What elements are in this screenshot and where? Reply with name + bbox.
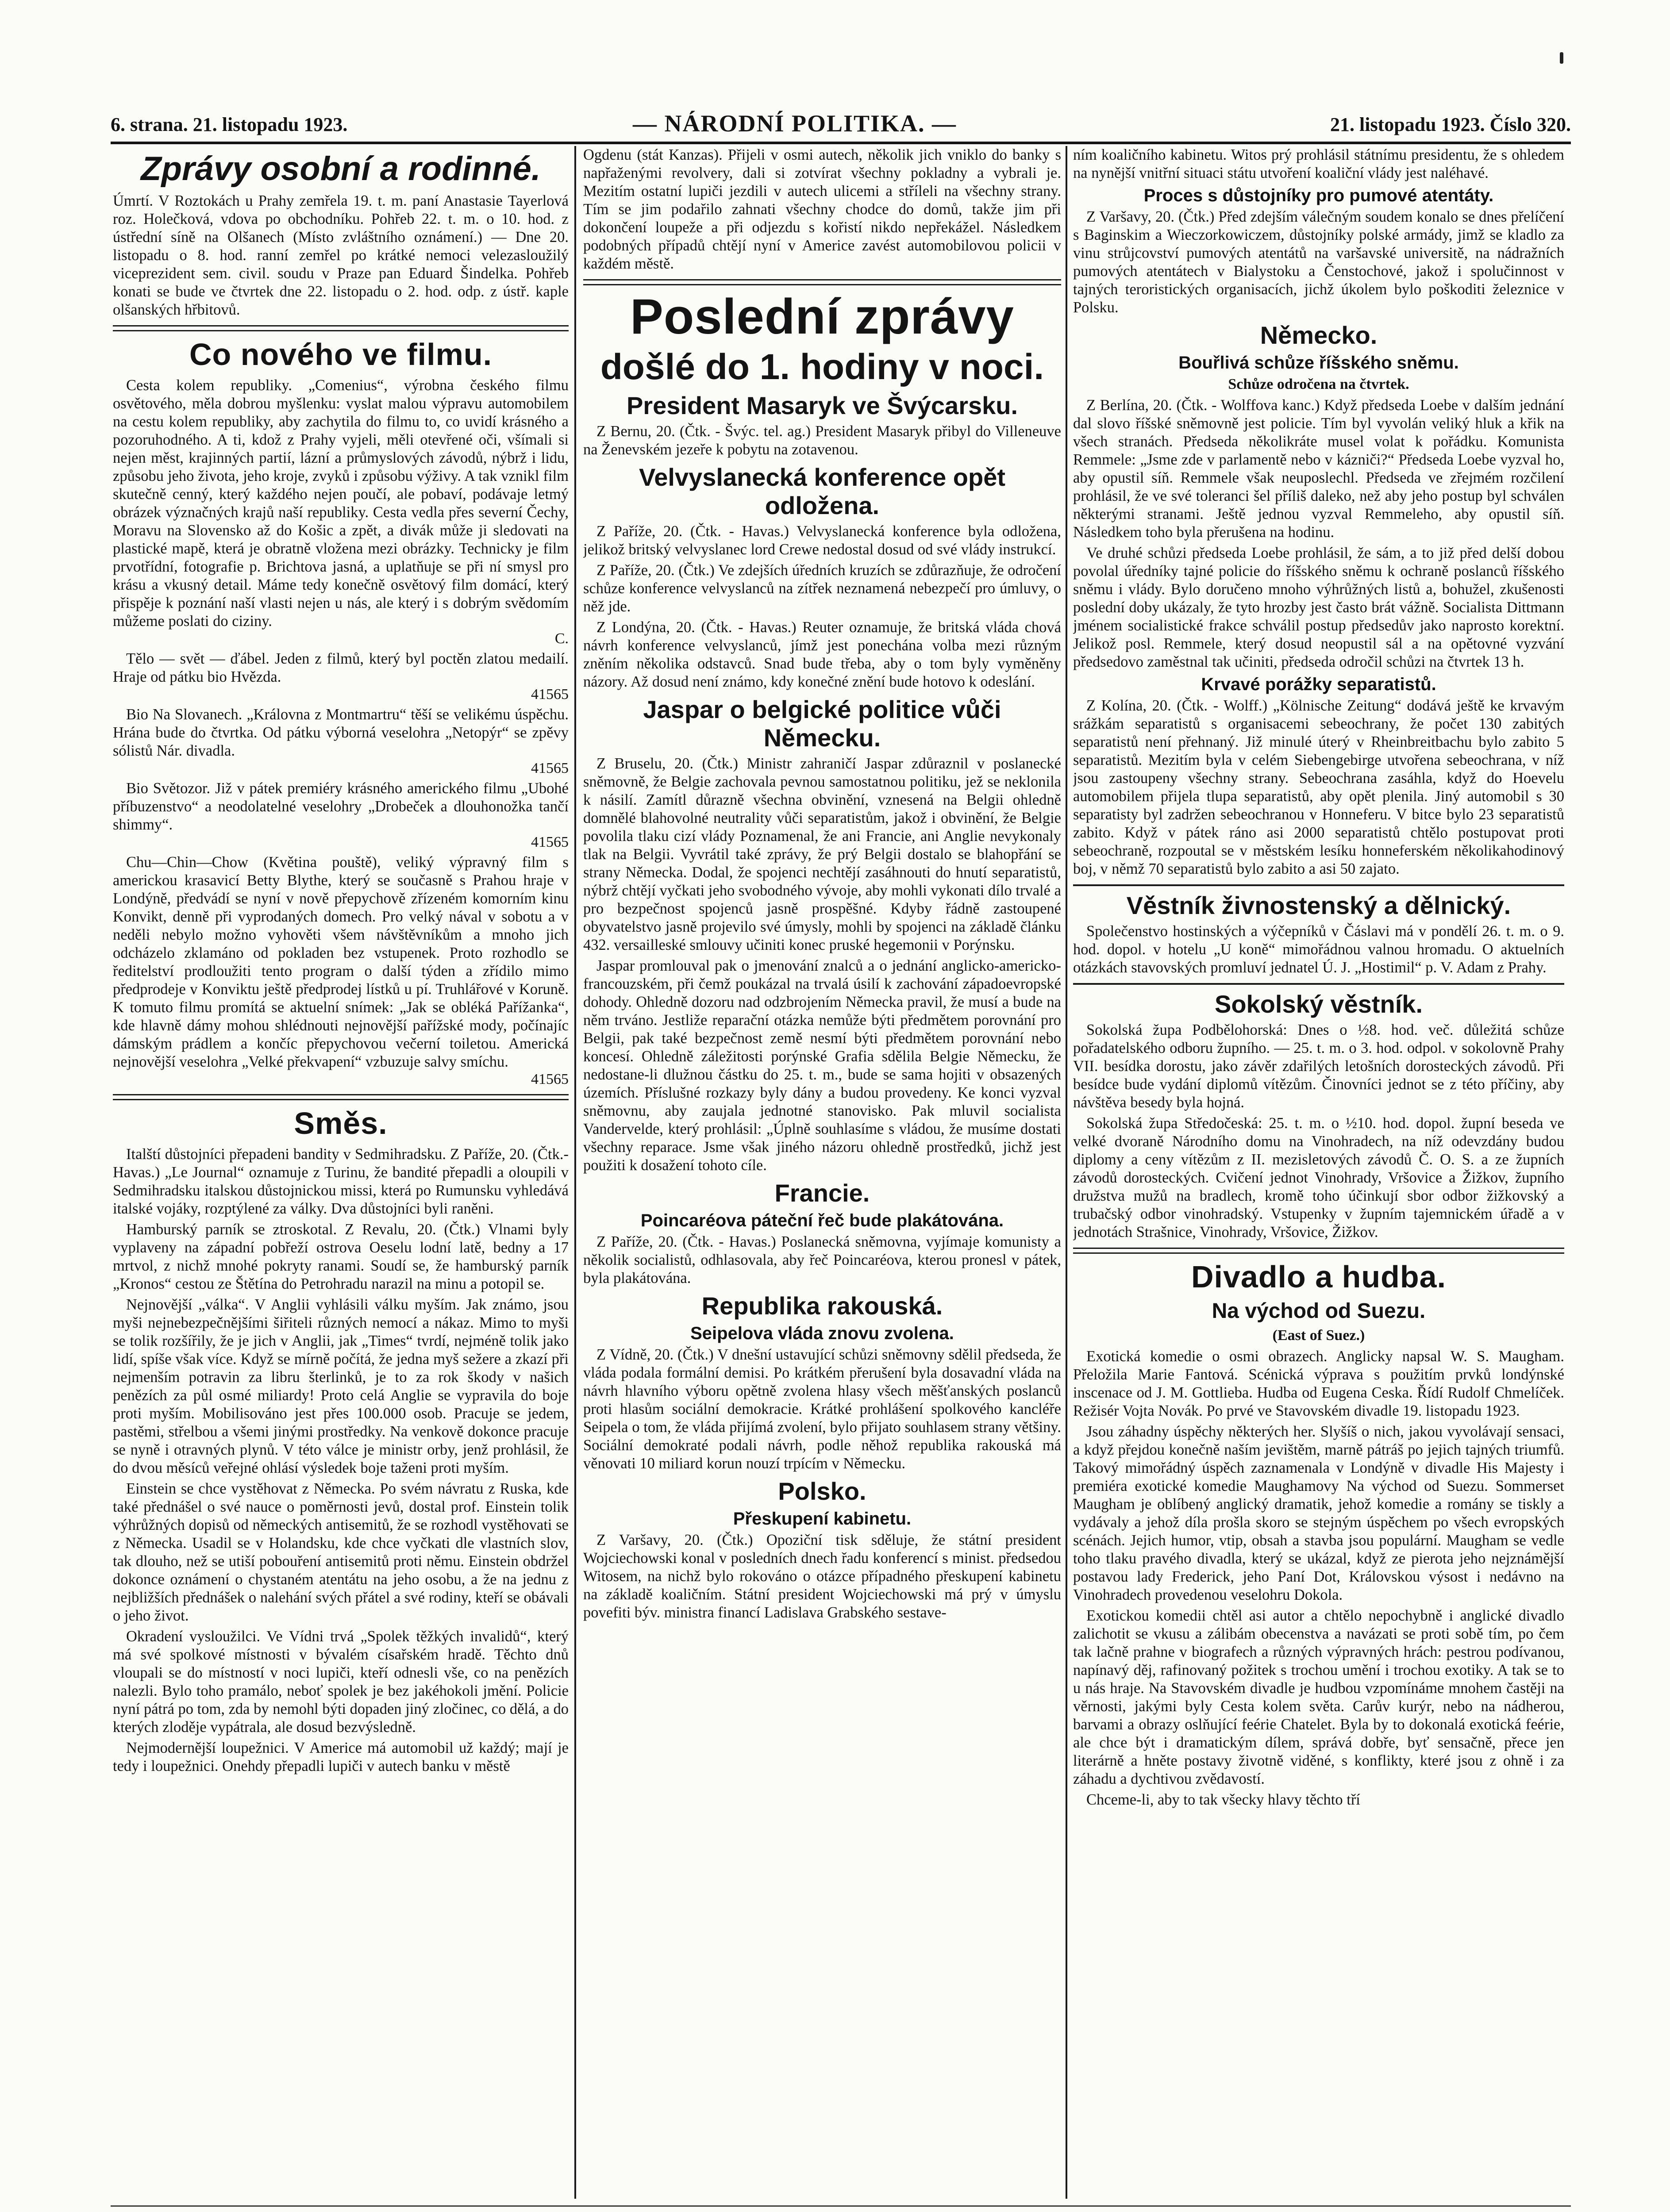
section-title-miscellany: Směs. (294, 1106, 388, 1141)
article-paragraph: Jsou záhadny úspěchy některých her. Slyšíš o nich, jakou vyvolávají sensaci, a když přejdou konečně naším jevištěm, marně pátráš po jejich tajných triumfů. Takový mimořádný úspěch zaznamenala v Londýně v divadle His Majesty i premiéra exotické komedie Maughamovy Na východ od Suezu. Sommerset Maugham je oblíbený anglický dramatik, jehož komedie a romány se tiskly a vydávaly a jehož díla prošla skoro se stejným úspěchem po všech evropských scénách. Jejich humor, vtip, obsah a stavba jsou populární. Maugham se vedle toho tlaku pravého divadla, který se ukázal, když ze pierota jeho nejznámější postavou lady Frederick, jeho Paní Dot, Královskou výsost i nedávno na Vinohradech provedenou veselohru Dokola. (1073, 1423, 1564, 1603)
article-paragraph: Z Vídně, 20. (Čtk.) V dnešní ustavující schůzi sněmovny sdělil předseda, že vláda podala formální demisi. Po krátkém přerušení byla dosavadní vláda na návrh hlavního výboru opětně zvolena hlasy všech měšťanských poslanců proti hlasům sociální demokracie. Krátké prohlášení spolkového kancléře Seipela o tom, že vláda přijímá zvolení, bylo přijato souhlasem strany většiny. Sociální demokraté podali návrh, podle něhož republika rakouská má věnovati 10 miliard korun nouzí trpícím v Německu. (583, 1346, 1061, 1472)
section-title-sokol: Sokolský věstník. (1214, 990, 1423, 1018)
article-paragraph: Bio Na Slovanech. „Královna z Montmartru“ těší se velikému úspěchu. Hrána bude do čtvrtka. Od pátku výborná veselohra „Netopýr“ se zpěvy sólistů Nár. divadla. (113, 706, 569, 759)
subheadline-reichstag: Bouřlivá schůze říšského sněmu. (1178, 353, 1459, 373)
header-left: 6. strana. 21. listopadu 1923. (111, 114, 348, 135)
article-paragraph: Chceme-li, aby to tak všecky hlavy těchto tří (1086, 1791, 1360, 1808)
headline-france: Francie. (774, 1179, 870, 1207)
header-right: 21. listopadu 1923. Číslo 320. (1330, 114, 1571, 135)
article-paragraph: Z Paříže, 20. (Čtk. - Havas.) Poslanecká sněmovna, vyjímaje komunisty a několik socialistů, odhlasovala, aby řeč Poincaréova, kterou pronesl v pátek, byla plakátována. (583, 1233, 1061, 1286)
article-paragraph: Nejnovější „válka“. V Anglii vyhlásili válku myším. Jak známo, jsou myši nejnebezpečnějšími šiřiteli různých nemocí a nákaz. Mimo to myši se tolik rozšířily, že je jich v Anglii, jak „Times“ tvrdí, nejméně tolik jako lidí, spíše však více. Když se mírně počítá, že jedna myš sežere a zkazí při nejmenším potravin za libru šterlinků, je to za rok škody v našich penězích za půl osmé miliardy! Proto celá Anglie se vypravila do boje proti myším. Mobilisováno jest přes 100.000 osob. Pracuje se jedem, pastěmi, střelbou a všemi jinými prostředky. Na venkově dokonce pracuje se nyně i otravných plynů. V této válce je ministr orby, jenž prohlásil, že do dvou měsíců veřejné ohlásí výsledek boje taženi proti myším. (113, 1296, 569, 1476)
section-divider (113, 1094, 569, 1100)
headline-germany: Německo. (1260, 321, 1378, 349)
headline-east-of-suez: Na východ od Suezu. (1212, 1299, 1426, 1323)
page-header (111, 110, 1571, 141)
column-divider-2 (1066, 146, 1067, 2199)
ad-number: 41565 (531, 1071, 569, 1087)
section-divider (1073, 884, 1564, 886)
article-paragraph: Cesta kolem republiky. „Comenius“, výrobna českého filmu osvětového, měla dobrou myšlenku: vyslat malou výpravu automobilem na cestu kolem republiky, aby zachytila do filmu to, co uvidí krásného a pozoruhodného. A ti, kdož z Prahy vyjeli, měli otevřené oči, všímali si nejen měst, krajinných partií, lázní a průmyslových závodů, nýbrž i lidu, způsobu jeho života, jeho kroje, zvyků i způsobu výživy. A tak vznikl film skutečně cenný, který každého nejen poučí, ale pobaví, podávaje letmý obrázek význačných krajů naší republiky. Cesta vedla přes severní Čechy, Moravu na Slovensko až do Košic a zpět, a divák může ji sledovati na plastické mapě, která je obratně vložena mezi obrázky. Technicky je film prvotřídní, fotografie p. Brichtova jasná, a uplatňuje se při ní smysl pro krásu a vkusný detail. Máme tedy konečně osvětový film domácí, který přispěje k poznání naší vlasti nejen u nás, ale který i s dobrým svědomím můžeme poslati do ciziny. (113, 377, 569, 630)
headline-masaryk: President Masaryk ve Švýcarsku. (626, 392, 1018, 419)
column-2 (583, 146, 1061, 2203)
article-paragraph: Chu—Chin—Chow (Květina pouště), veliký výpravný film s americkou krasavicí Betty Blythe, který se současně s Prahou hraje v Londýně, předvádí se nyní v nově přepychově zřízeném komorním kinu Konvikt, denně při vyprodaných domech. Pro velký nával v sobotu a v neděli nebylo možno vyhověti všem návštěvníkům a mnoho jich odcházelo zklamáno od pokladen bez vstupenek. Proto rozhodlo se ředitelství prodloužiti tento program o další týden a zřídilo mimo předprodeje v Konviktu ještě předprodej lístků u pí. Truhlářové v Koruně. K tomuto filmu promítá se aktuelní snímek: „Jak se obléká Pařížanka“, kde hlavně dámy mohou shlédnouti nejnovější pařížské mody, počínajíc dámským prádlem a končíc přepychovou večerní toiletou. Americká nejnovější veselohra „Velké překvapení“ vzbuzuje salvy smíchu. (113, 854, 569, 1070)
headline-original-title: (East of Suez.) (1272, 1327, 1365, 1344)
article-paragraph: Exotická komedie o osmi obrazech. Anglicky napsal W. S. Maugham. Přeložila Marie Fantová. Scénická výprava s použitím prvků londýnské inscenace od J. M. Gottlieba. Hudba od Eugena Ceska. Řídí Rudolf Chmelíček. Režisér Vojta Novák. Po prvé ve Stavovském divadle 19. listopadu 1923. (1073, 1348, 1564, 1419)
section-title-film: Co nového ve filmu. (189, 337, 493, 372)
masthead-title: — NÁRODNÍ POLITIKA. — (633, 110, 957, 137)
margin-mark (1560, 52, 1563, 64)
article-paragraph: Ogdenu (stát Kanzas). Přijeli v osmi autech, několik jich vniklo do banky s napřaženými revolvery, dali si zotvírat všechny pokladny a vybrali je. Mezitím ostatní lupiči jezdili v autech ulicemi a stříleli na všechny strany. Tím se jim podařilo zahnati všechny chodce do domů, takže jim při dokončení loupeže a při odjezdu s kořistí nikdo nepřekážel. Následkem podobných případů chtějí nyní v Americe zavést automobilovou policii v každém městě. (583, 146, 1061, 272)
headline-poland: Polsko. (778, 1477, 866, 1505)
article-paragraph: Z Varšavy, 20. (Čtk.) Opoziční tisk sděluje, že státní president Wojciechowski konal v posledních dnech řadu konferencí s minist. předsedou Witosem, na nichž bylo rokováno o otázce případného přeskupení kabinetu na základě koaličním. Státní president Wojciechowski má prý v úmyslu povefiti býv. ministra financí Ladislava Grabského sestave- (583, 1532, 1061, 1621)
article-paragraph: Z Kolína, 20. (Čtk. - Wolff.) „Kölnische Zeitung“ dodává ještě ke krvavým srážkám separatistů s organisacemi sebeochrany, že počet 130 zabitých separatistů není přehnaný. Již minulé úterý v Rheinbreitbachu bylo zabito 5 separatistů. Mezitím byla v celém Siebengebirge utvořena sebeochrana, v níž jsou zastoupeny všechny strany. Sebeochrana zasáhla, když do Hoevelu automobilem přijela tlupa separatistů, aby opět plenila. Jiný automobil s 30 separatisty byl zadržen sebeochranou v Honneferu. V bitce bylo 23 separatistů zabito. Když v pátek ráno asi 2000 separatistů chtělo postupovat proti sebeochraně, rozpoutal se v městském lesíku honneferském několikahodinový boj, v němž 70 separatistů bylo zabito a asi 50 zajato. (1073, 697, 1564, 877)
ad-number: 41565 (531, 834, 569, 850)
article-paragraph: Exotickou komedii chtěl asi autor a chtělo nepochybně i anglické divadlo zalichotit se vkusu a zálibám obecenstva a navázati se proti sobě tím, po čem tak lačně prahne v biografech a různých výpravných hrách: pestrou podívanou, napínavý děj, rafinovaný požitek s trochou umění i trochou exotiky. A tak se to u nás hraje. Na Stavovském divadle je hudbou vzpomínáme mnohem častěji na věrnosti, jakými byly Cesta kolem světa. Carův kurýr, nebo na nádherou, barvami a obrazy oslňující feérie Chatelet. Byla by to dokonalá exotická feérie, ale chce být i dramatickým dílem, správá dobře, byť sensačně, přece jen literárně a hněte postavy životně viděné, s konflikty, které jsou z ohně i za záhadu a dychtivou zvědavostí. (1073, 1607, 1564, 1787)
article-paragraph: ním koaličního kabinetu. Witos prý prohlásil státnímu presidentu, že s ohledem na nynější vnitřní situaci státu utvoření koaliční vlády jest naléhavé. (1073, 146, 1564, 181)
section-title-theatre: Divadlo a hudba. (1191, 1260, 1447, 1294)
article-paragraph: Z Londýna, 20. (Čtk. - Havas.) Reuter oznamuje, že britská vláda chová návrh konference velvyslanců, jímž jest ponechána volba mezi různým zněním několika odstavců. Snad bude třeba, aby o tom byly vyměněny názory. Až dosud není známo, kdy konečné znění bude hotovo k odeslání. (583, 619, 1061, 690)
author-signature: C. (554, 630, 569, 647)
headline-bomb-trial: Proces s důstojníky pro pumové atentáty. (1143, 186, 1494, 205)
latest-news-title: Poslední zprávy (630, 289, 1014, 344)
footer-rule (111, 2205, 1571, 2207)
section-divider (1073, 1248, 1564, 1254)
article-paragraph: Ve druhé schůzi předseda Loebe prohlásil, že sám, a to již před delší dobou povolal úředníky tajné policie do říšského sněmu k ochraně poslanců říšského sněmu i vlády. Bylo doručeno mnoho výhrůžných listů a, bohužel, zkušenosti poslední doby ukázaly, že tyto hrozby jest často brát vážně. Socialista Dittmann jménem socialistické frakce schválil postup předsedův jako naprosto korektní. Jelikož posl. Remmele, který dosud neopustil sál a na opětovné vyzvání předsedovo zaměstnal tak učiniti, předseda odročil schůzi na čtvrtek 13 h. (1073, 545, 1564, 670)
subheadline-separatists: Krvavé porážky separatistů. (1201, 675, 1436, 694)
headline-austria: Republika rakouská. (701, 1292, 943, 1320)
article-paragraph: Nejmodernější loupežnici. V Americe má automobil už každý; mají je tedy i loupežnici. Onehdy přepadli lupiči v autech banku v městě (113, 1740, 569, 1774)
article-paragraph: Sokolská župa Podbělohorská: Dnes o ½8. hod. več. důležitá schůze pořadatelského odboru župního. — 25. t. m. o 3. hod. odpol. v sokolovně Prahy VII. besídka dorostu, jako závěr zdařilých letošních dorosteckých závodů. Při besídce bude vydání diplomů vítězům. Činovníci jednot se z této příčiny, aby návštěva besedy byla hojná. (1073, 1022, 1564, 1111)
headline-ambassador-conference: Velvyslanecká konference opět odložena. (639, 463, 1005, 519)
column-divider-1 (574, 146, 576, 2199)
section-divider (113, 325, 569, 331)
article-paragraph: Einstein se chce vystěhovat z Německa. Po svém návratu z Ruska, kde také přednášel o své nauce o poměrnosti jevů, dostal prof. Einstein tolik výhrůžných dopisů od německých antisemitů, že se rozhodl vystěhovati se z Německa. Usadil se v Holandsku, kde chce vyčkati dle vlastních slov, tak dlouho, než se utiší pobouření antisemitů proti němu. Einstein obdržel dokonce oznámení o chystaném atentátu na jeho osobu, a že na jednu z nejbližších přednášek o nalehání svých přátel a své rodiny, kteří se obávali o jeho život. (113, 1480, 569, 1624)
section-divider (583, 279, 1061, 285)
column-1 (113, 146, 569, 2203)
subheadline-poincare: Poincaréova páteční řeč bude plakátována. (640, 1211, 1004, 1230)
article-paragraph: Z Paříže, 20. (Čtk. - Havas.) Velvyslanecká konference byla odložena, jelikož britský velvyslanec lord Crewe nedostal dosud od své vlády instrukcí. (583, 523, 1061, 558)
section-divider (1073, 983, 1564, 985)
subheadline-seipel: Seipelova vláda znovu zvolena. (690, 1324, 954, 1343)
article-paragraph: Společenstvo hostinských a výčepníků v Čáslavi má v pondělí 26. t. m. o 9. hod. dopol. v hotelu „U koně“ mimořádnou valnou hromadu. O aktuelních otázkách stavovských promluví jednatel Ú. J. „Hostimil“ p. V. Adam z Prahy. (1073, 923, 1564, 976)
article-paragraph: Úmrtí. V Roztokách u Prahy zemřela 19. t. m. paní Anastasie Tayerlová roz. Holečková, vdova po obchodníku. Pohřeb 22. t. m. o 10. hod. z ústřední síně na Olšanech (Místo zvláštního oznámení.) — Dne 20. listopadu o 8. hod. ranní zemřel po krátké nemoci velezasloužilý viceprezident sem. civil. soudu v Praze pan Eduard Šindelka. Pohřeb konati se bude ve čtvrtek dne 22. listopadu o 2. hod. odp. z ústř. kaple olšanských hřbitovů. (113, 192, 569, 318)
article-paragraph: Z Bruselu, 20. (Čtk.) Ministr zahraničí Jaspar zdůraznil v poslanecké sněmovně, že Belgie zachovala pevnou samostatnou politiku, jež se neklonila k násilí. Zamítl důrazně všechna obvinění, vznesená na Belgii ohledně domnělé blahovolné neutrality vůči separatistům, jakož i obvinění, že Belgie povolila tlaku cizí vlády Poznamenal, že ani Francie, ani Anglie nevykonaly tlak na Belgii. Vyvrátil také zprávy, že prý Belgii dostalo se blahopřání se strany Německa. Dodal, že spojenci nechtějí zasáhnouti do hnutí separatistů, nýbrž chtějí vyčkati jeho svobodného vývoje, aby mohli vykonati dílo trvalé a pro bezpečnost spojenců jasně prospěšné. Kdyby řádně zastoupené obyvatelstvo jasně projevilo své úmysly, mohli by spojenci na základě článku 432. versailleské smlouvy učiniti konec pruské hegemonii v Porýnsku. (583, 755, 1061, 953)
latest-news-subtitle: došlé do 1. hodiny v noci. (600, 347, 1044, 387)
article-paragraph: Z Bernu, 20. (Čtk. - Švýc. tel. ag.) President Masaryk přibyl do Villeneuve na Ženevském jezeře k pobytu na zotavenou. (583, 423, 1061, 458)
subheadline-adjourned: Schůze odročena na čtvrtek. (1228, 376, 1409, 392)
article-paragraph: Z Varšavy, 20. (Čtk.) Před zdejším válečným soudem konalo se dnes přelíčení s Baginskim a Wieczorkowiczem, důstojníky polské armády, jimž se kladlo za vinu strůjcovství pumových atentátů na varšavské universitě, na nádražních pumových atentátech v Bialystoku a Čenstochové, jakož i spolučinnost v tajných teroristických organisacích, jichž úkolem bylo poškoditi železnice v Polsku. (1073, 208, 1564, 316)
article-paragraph: Z Paříže, 20. (Čtk.) Ve zdejších úředních kruzích se zdůrazňuje, že odročení schůze konference velvyslanců na zítřek neznamená nebezpečí pro úmluvy, o něž jde. (583, 562, 1061, 615)
ad-number: 41565 (531, 760, 569, 776)
header-rule (111, 142, 1571, 144)
section-title-trade: Věstník živnostenský a dělnický. (1126, 891, 1511, 919)
article-paragraph: Jaspar promlouval pak o jmenování znalců a o jednání anglicko-americko-francouzském, při čemž poukázal na trvalá úsilí k zachování západoevropské dohody. Ohledně dozoru nad odzbrojením Německa pravil, že musí a bude na něm trváno. Jestliže reparační otázka nemůže býti předmětem porovnání pro Belgii, pak také bezpečnost země nesmí býti předmětem porovnání nebo koncesí. Ohledně záležitosti porýnské Grafia sdělila Belgie Německu, že nedostane-li dlužnou částku do 25. t. m., bude se sama hojiti v obsazených územích. Příslušné rozkazy byly dány a budou provedeny. Ke konci vyzval sněmovnu, aby zaujala jednotné stanovisko. Pak mluvil socialista Vandervelde, který prohlásil: „Úplně souhlasíme s vládou, že musíme dostati všechny reparace. Jsme však jiného názoru ohledně prostředků, jichž jest použiti k dosažení tohoto cíle. (583, 957, 1061, 1174)
article-paragraph: Sokolská župa Středočeská: 25. t. m. o ½10. hod. dopol. župní beseda ve velké dvoraně Národního domu na Vinohradech, na níž odevzdány budou diplomy a ceny vítězům z II. mezisletových závodů Č. O. S. a ze župních závodů dorosteckých. Cvičení jednot Vinohrady, Vršovice a Žižkov, župního družstva mužů na bradlech, kromě toho účinkují sbor odbor žižkovský a trubačský odbor vinohradský. Vstupenky v župním tajemnickém úřadě a v jednotách Strašnice, Vinohrady, Vršovice, Žižkov. (1073, 1115, 1564, 1240)
section-title-personal: Zprávy osobní a rodinné. (141, 150, 541, 188)
article-paragraph: Hamburský parník se ztroskotal. Z Revalu, 20. (Čtk.) Vlnami byly vyplaveny na západní pobřeží ostrova Oeselu lodní latě, bedny a 17 mrtvol, z nichž mnohé pokryty ranami. Soudí se, že hamburský parník „Kronos“ cestou ze Štětína do Petrohradu narazil na minu a potopil se. (113, 1221, 569, 1292)
article-paragraph: Z Berlína, 20. (Čtk. - Wolffova kanc.) Když předseda Loebe v dalším jednání dal slovo říšské sněmovně jest policie. Tím byl vyvolán veliký hluk a křik na všech stranách. Předseda několikráte musel volat k pořádku. Komunista Remmele: „Jsme zde v parlamentě nebo v kázniči?“ Předseda Loebe vyzval ho, aby opustil síň. Remmele však neuposlechl. Předseda ve zřejmém rozčilení prohlásil, že ve své toleranci šel příliš daleko, než aby jeho postup byl schválen některými stranami. Ještě jednou vyzval Remmeleho, aby opustil síň. Následkem toho byla přerušena na hodinu. (1073, 397, 1564, 541)
article-paragraph: Italští důstojníci přepadeni bandity v Sedmihradsku. Z Paříže, 20. (Čtk.-Havas.) „Le Journal“ oznamuje z Turinu, že bandité přepadli a oloupili v Sedmihradsku italskou důstojnickou missi, která po Rumunsku vyhledává italské vojáky, rozptýlené za války. Dva důstojníci byli raněni. (113, 1146, 569, 1217)
article-paragraph: Okradení vysloužilci. Ve Vídni trvá „Spolek těžkých invalidů“, který má své spolkové místnosti v bývalém císařském hradě. Těchto dnů vloupali se do místností v noci lupiči, kteří odnesli vše, co na penězích nalezli. Bylo toho pramálo, neboť spolek je bez jakéhokoli jmění. Policie nyní pátrá po tom, zda by nemohl býti dopaden jiný zločinec, co dělá, a do kterých zloděje vypátrala, ale dosud bezvýsledně. (113, 1628, 569, 1736)
column-3 (1073, 146, 1564, 2203)
article-paragraph: Tělo — svět — ďábel. Jeden z filmů, který byl poctěn zlatou medailí. Hraje od pátku bio Hvězda. (113, 650, 569, 685)
headline-jaspar: Jaspar o belgické politice vůči Německu. (643, 695, 1001, 752)
article-paragraph: Bio Světozor. Již v pátek premiéry krásného amerického filmu „Ubohé příbuzenstvo“ a neodolatelné veselohry „Drobeček a dlouhonožka tančí shimmy“. (113, 780, 569, 833)
subheadline-cabinet: Přeskupení kabinetu. (733, 1509, 912, 1528)
ad-number: 41565 (531, 686, 569, 703)
